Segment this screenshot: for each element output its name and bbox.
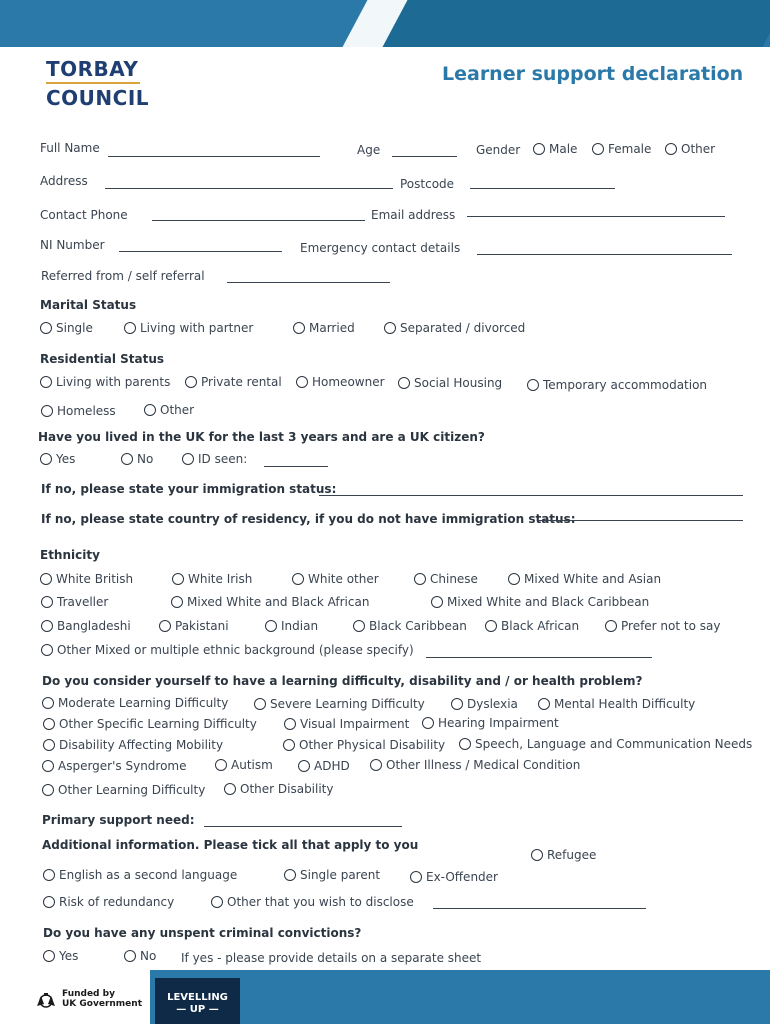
emergency-contact-label: Emergency contact details	[300, 241, 461, 255]
radio-circle-icon	[283, 739, 295, 751]
difficulty-severe-option[interactable]: Severe Learning Difficulty	[254, 697, 425, 711]
radio-circle-icon	[159, 620, 171, 632]
ethnicity-black-caribbean-option[interactable]: Black Caribbean	[353, 619, 467, 633]
marital-partner-option[interactable]: Living with partner	[124, 321, 253, 335]
radio-circle-icon	[43, 718, 55, 730]
radio-circle-icon	[605, 620, 617, 632]
radio-circle-icon	[42, 697, 54, 709]
gender-male-option[interactable]: Male	[533, 142, 577, 156]
radio-circle-icon	[41, 620, 53, 632]
difficulty-moderate-option[interactable]: Moderate Learning Difficulty	[42, 696, 228, 710]
radio-circle-icon	[41, 405, 53, 417]
radio-circle-icon	[172, 573, 184, 585]
age-label: Age	[357, 143, 381, 157]
ethnicity-other-mixed-option[interactable]: Other Mixed or multiple ethnic background (please specify)	[41, 643, 414, 657]
difficulty-autism-option[interactable]: Autism	[215, 758, 273, 772]
ethnicity-indian-option[interactable]: Indian	[265, 619, 318, 633]
additional-other-field[interactable]	[433, 908, 646, 909]
postcode-label: Postcode	[400, 177, 455, 191]
difficulty-visual-option[interactable]: Visual Impairment	[284, 717, 409, 731]
funded-line-1: Funded by	[62, 989, 115, 999]
radio-circle-icon	[459, 738, 471, 750]
radio-circle-icon	[43, 950, 55, 962]
postcode-field[interactable]	[470, 188, 615, 189]
radio-circle-icon	[42, 784, 54, 796]
uk-yes-option[interactable]: Yes	[40, 452, 75, 466]
ni-number-field[interactable]	[119, 251, 282, 252]
residential-parents-option[interactable]: Living with parents	[40, 375, 170, 389]
marital-single-option[interactable]: Single	[40, 321, 93, 335]
radio-circle-icon	[265, 620, 277, 632]
radio-circle-icon	[485, 620, 497, 632]
ni-number-label: NI Number	[40, 238, 105, 252]
email-field[interactable]	[467, 216, 725, 217]
ethnicity-mixed-black-african-option[interactable]: Mixed White and Black African	[171, 595, 369, 609]
difficulty-mobility-option[interactable]: Disability Affecting Mobility	[43, 738, 223, 752]
radio-circle-icon	[124, 322, 136, 334]
difficulty-adhd-option[interactable]: ADHD	[298, 759, 350, 773]
radio-circle-icon	[284, 718, 296, 730]
radio-circle-icon	[182, 453, 194, 465]
radio-circle-icon	[185, 376, 197, 388]
id-seen-field[interactable]	[264, 466, 328, 467]
referred-field[interactable]	[227, 282, 390, 283]
logo-divider	[46, 82, 140, 84]
additional-redundancy-option[interactable]: Risk of redundancy	[43, 895, 174, 909]
radio-circle-icon	[508, 573, 520, 585]
difficulty-hearing-option[interactable]: Hearing Impairment	[422, 716, 559, 730]
ethnicity-white-other-option[interactable]: White other	[292, 572, 379, 586]
difficulty-other-learning-option[interactable]: Other Learning Difficulty	[42, 783, 205, 797]
radio-circle-icon	[414, 573, 426, 585]
ethnicity-white-british-option[interactable]: White British	[40, 572, 133, 586]
referred-label: Referred from / self referral	[41, 269, 205, 283]
radio-circle-icon	[124, 950, 136, 962]
convictions-yes-option[interactable]: Yes	[43, 949, 78, 963]
additional-ex-offender-option[interactable]: Ex-Offender	[410, 870, 498, 884]
radio-circle-icon	[42, 760, 54, 772]
radio-circle-icon	[43, 739, 55, 751]
uk-residency-question: Have you lived in the UK for the last 3 years and are a UK citizen?	[38, 430, 485, 444]
convictions-question: Do you have any unspent criminal convictions?	[43, 926, 362, 940]
radio-circle-icon	[41, 644, 53, 656]
radio-circle-icon	[292, 573, 304, 585]
ethnicity-pakistani-option[interactable]: Pakistani	[159, 619, 229, 633]
marital-married-option[interactable]: Married	[293, 321, 355, 335]
full-name-label: Full Name	[40, 141, 100, 155]
radio-circle-icon	[533, 143, 545, 155]
radio-circle-icon	[254, 698, 266, 710]
radio-circle-icon	[451, 698, 463, 710]
country-residency-field[interactable]	[538, 520, 743, 521]
contact-phone-field[interactable]	[152, 220, 365, 221]
residential-status-heading: Residential Status	[40, 352, 165, 366]
address-field[interactable]	[105, 188, 393, 189]
residential-homeless-option[interactable]: Homeless	[41, 404, 116, 418]
emergency-contact-field[interactable]	[477, 254, 732, 255]
difficulty-dyslexia-option[interactable]: Dyslexia	[451, 697, 518, 711]
additional-info-heading: Additional information. Please tick all that apply to you	[42, 838, 419, 852]
residential-temporary-option[interactable]: Temporary accommodation	[527, 378, 707, 392]
ethnicity-black-african-option[interactable]: Black African	[485, 619, 579, 633]
age-field[interactable]	[392, 156, 457, 157]
convictions-no-option[interactable]: No	[124, 949, 156, 963]
radio-circle-icon	[422, 717, 434, 729]
radio-circle-icon	[40, 322, 52, 334]
radio-circle-icon	[40, 453, 52, 465]
radio-circle-icon	[224, 783, 236, 795]
ethnicity-heading: Ethnicity	[40, 548, 100, 562]
radio-circle-icon	[431, 596, 443, 608]
primary-support-field[interactable]	[204, 826, 402, 827]
radio-circle-icon	[298, 760, 310, 772]
radio-circle-icon	[40, 573, 52, 585]
radio-circle-icon	[284, 869, 296, 881]
residential-social-housing-option[interactable]: Social Housing	[398, 376, 502, 390]
address-label: Address	[40, 174, 88, 188]
gender-female-option[interactable]: Female	[592, 142, 651, 156]
additional-esl-option[interactable]: English as a second language	[43, 868, 237, 882]
ethnicity-mixed-asian-option[interactable]: Mixed White and Asian	[508, 572, 661, 586]
additional-single-parent-option[interactable]: Single parent	[284, 868, 380, 882]
uk-id-seen-option[interactable]: ID seen:	[182, 452, 247, 466]
difficulty-other-specific-option[interactable]: Other Specific Learning Difficulty	[43, 717, 257, 731]
marital-status-heading: Marital Status	[40, 298, 137, 312]
levelling-line-1: LEVELLING	[167, 992, 228, 1003]
ethnicity-bangladeshi-option[interactable]: Bangladeshi	[41, 619, 131, 633]
immigration-status-label: If no, please state your immigration status:	[41, 482, 337, 496]
ethnicity-traveller-option[interactable]: Traveller	[41, 595, 108, 609]
ethnicity-chinese-option[interactable]: Chinese	[414, 572, 478, 586]
radio-circle-icon	[171, 596, 183, 608]
radio-circle-icon	[43, 896, 55, 908]
ethnicity-white-irish-option[interactable]: White Irish	[172, 572, 252, 586]
radio-circle-icon	[293, 322, 305, 334]
difficulty-physical-option[interactable]: Other Physical Disability	[283, 738, 445, 752]
email-label: Email address	[371, 208, 456, 222]
torbay-council-logo	[46, 57, 150, 110]
radio-circle-icon	[144, 404, 156, 416]
difficulty-other-disability-option[interactable]: Other Disability	[224, 782, 334, 796]
immigration-status-field[interactable]	[319, 495, 743, 496]
marital-separated-option[interactable]: Separated / divorced	[384, 321, 525, 335]
primary-support-label: Primary support need:	[42, 813, 195, 827]
logo-line-2: COUNCIL	[46, 86, 150, 110]
banner-stripe-dark	[383, 0, 770, 47]
gender-label: Gender	[476, 143, 521, 157]
levelling-up-logo	[155, 978, 240, 1024]
difficulty-illness-option[interactable]: Other Illness / Medical Condition	[370, 758, 580, 772]
residential-private-rental-option[interactable]: Private rental	[185, 375, 282, 389]
difficulty-question: Do you consider yourself to have a learning difficulty, disability and / or health problem?	[42, 674, 643, 688]
logo-line-1: TORBAY	[46, 57, 139, 81]
ethnicity-prefer-not-option[interactable]: Prefer not to say	[605, 619, 720, 633]
uk-no-option[interactable]: No	[121, 452, 153, 466]
radio-circle-icon	[665, 143, 677, 155]
country-residency-label: If no, please state country of residency, if you do not have immigration status:	[41, 512, 576, 526]
ethnicity-mixed-black-caribbean-option[interactable]: Mixed White and Black Caribbean	[431, 595, 649, 609]
residential-other-option[interactable]: Other	[144, 403, 194, 417]
radio-circle-icon	[531, 849, 543, 861]
contact-phone-label: Contact Phone	[40, 208, 128, 222]
radio-circle-icon	[121, 453, 133, 465]
radio-circle-icon	[370, 759, 382, 771]
additional-other-option[interactable]: Other that you wish to disclose	[211, 895, 414, 909]
gender-other-option[interactable]: Other	[665, 142, 715, 156]
funded-by-uk-government-logo	[0, 970, 150, 1024]
difficulty-aspergers-option[interactable]: Asperger's Syndrome	[42, 759, 187, 773]
funded-line-2: UK Government	[62, 999, 142, 1009]
convictions-note: If yes - please provide details on a separate sheet	[181, 951, 482, 965]
levelling-line-2: — UP —	[176, 1004, 219, 1015]
full-name-field[interactable]	[108, 156, 320, 157]
additional-refugee-option[interactable]: Refugee	[531, 848, 596, 862]
radio-circle-icon	[215, 759, 227, 771]
radio-circle-icon	[296, 376, 308, 388]
radio-circle-icon	[211, 896, 223, 908]
radio-circle-icon	[398, 377, 410, 389]
residential-homeowner-option[interactable]: Homeowner	[296, 375, 385, 389]
radio-circle-icon	[353, 620, 365, 632]
radio-circle-icon	[592, 143, 604, 155]
crest-icon	[35, 992, 57, 1010]
radio-circle-icon	[41, 596, 53, 608]
radio-circle-icon	[384, 322, 396, 334]
radio-circle-icon	[410, 871, 422, 883]
radio-circle-icon	[527, 379, 539, 391]
radio-circle-icon	[538, 698, 550, 710]
page-title: Learner support declaration	[442, 63, 744, 85]
difficulty-speech-option[interactable]: Speech, Language and Communication Needs	[459, 737, 752, 751]
radio-circle-icon	[40, 376, 52, 388]
ethnicity-other-field[interactable]	[426, 657, 652, 658]
radio-circle-icon	[43, 869, 55, 881]
difficulty-mental-health-option[interactable]: Mental Health Difficulty	[538, 697, 695, 711]
